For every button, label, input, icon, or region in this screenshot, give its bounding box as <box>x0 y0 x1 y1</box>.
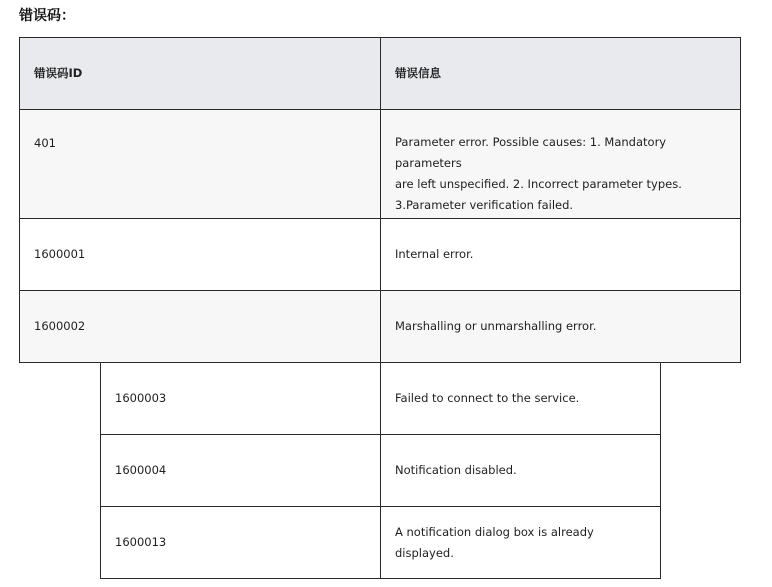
header-code-label: 错误码ID <box>34 66 83 80</box>
table-row-1600002-message <box>380 290 741 363</box>
header-cell-code <box>19 37 381 110</box>
error-code: 1600002 <box>34 319 86 333</box>
error-code: 1600013 <box>115 535 167 549</box>
error-code: 1600004 <box>115 463 167 477</box>
header-cell-message <box>380 37 741 110</box>
table-row-1600013-message <box>380 506 661 579</box>
section-title: 错误码： <box>19 8 75 24</box>
table-row-401-code <box>19 109 381 219</box>
error-message: Notification disabled. <box>395 463 517 477</box>
table-row-1600002-code <box>19 290 381 363</box>
table-row-1600013-code <box>100 506 381 579</box>
error-message: Failed to connect to the service. <box>395 391 580 405</box>
table-row-401-message <box>380 109 741 219</box>
error-message: A notification dialog box is already displayed. <box>395 524 594 560</box>
error-message-line: Parameter error. Possible causes: 1. Mandatory parameters <box>395 135 667 170</box>
table-row-1600001-message <box>380 218 741 291</box>
table-row-1600003-code <box>100 362 381 435</box>
error-code: 401 <box>34 136 56 150</box>
table-row-1600004-message <box>380 434 661 507</box>
error-code: 1600001 <box>34 247 86 261</box>
table-row-1600004-code <box>100 434 381 507</box>
error-message-line: are left unspecified. 2. Incorrect parameter types. <box>395 177 682 191</box>
error-message: Internal error. <box>395 247 474 261</box>
error-message: Marshalling or unmarshalling error. <box>395 319 597 333</box>
error-code: 1600003 <box>115 391 167 405</box>
table-row-1600003-message <box>380 362 661 435</box>
header-message-label: 错误信息 <box>395 66 441 80</box>
error-message-line: 3.Parameter verification failed. <box>395 198 574 212</box>
table-row-1600001-code <box>19 218 381 291</box>
